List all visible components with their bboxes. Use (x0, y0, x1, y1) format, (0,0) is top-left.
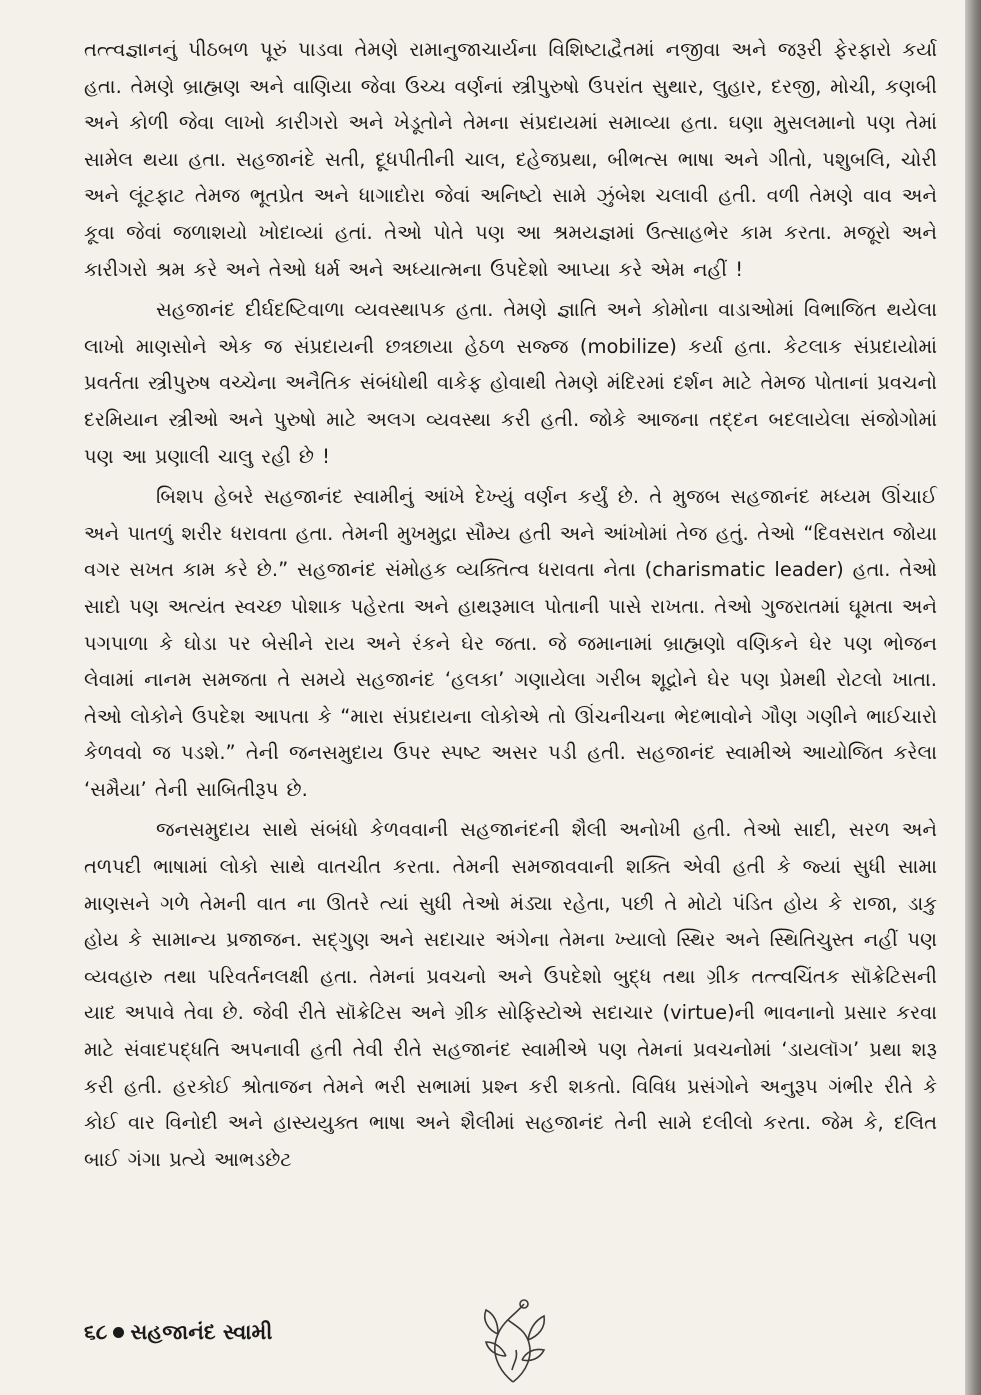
running-title: સહજાનંદ સ્વામી (130, 1320, 273, 1344)
paragraph: બિશપ હેબરે સહજાનંદ સ્વામીનું આંખે દેખ્યું વર્ણન કર્યું છે. તે મુજબ સહજાનંદ મધ્યમ ઊંચાઈ અને પાતળું શરીર ધરાવતા હતા. તેમની મુખમુદ્રા સૌમ્ય હતી અને આંખોમાં તેજ હતું. તેઓ “દિવસરાત જોયા વગર સખત કામ કરે છે.” સહજાનંદ સંમોહક વ્યક્તિત્વ ધરાવતા નેતા (charismatic leader) હતા. તેઓ સાદો પણ અત્યંત સ્વચ્છ પોશાક પહેરતા અને હાથરૂમાલ પોતાની પાસે રાખતા. તેઓ ગુજરાતમાં ઘૂમતા અને પગપાળા કે ઘોડા પર બેસીને રાય અને રંકને ઘેર જતા. જે જમાનામાં બ્રાહ્મણો વણિકને ઘેર પણ ભોજન લેવામાં નાનમ સમજતા તે સમયે સહજાનંદ ‘હલકા’ ગણાયેલા ગરીબ શૂદ્રોને ઘેર પણ પ્રેમથી રોટલો ખાતા. તેઓ લોકોને ઉપદેશ આપતા કે “મારા સંપ્રદાયના લોકોએ તો ઊંચનીચના ભેદભાવોને ગૌણ ગણીને ભાઈચારો કેળવવો જ પડશે.” તેની જનસમુદાય ઉપર સ્પષ્ટ અસર પડી હતી. સહજાનંદ સ્વામીએ આયોજિત કરેલા ‘સમૈયા’ તેની સાબિતીરૂપ છે. (84, 485, 937, 801)
paragraph: જનસમુદાય સાથે સંબંધો કેળવવાની સહજાનંદની શૈલી અનોખી હતી. તેઓ સાદી, સરળ અને તળપદી ભાષામાં લોકો સાથે વાતચીત કરતા. તેમની સમજાવવાની શક્તિ એવી હતી કે જ્યાં સુધી સામા માણસને ગળે તેમની વાત ના ઊતરે ત્યાં સુધી તેઓ મંડ્યા રહેતા, પછી તે મોટો પંડિત હોય કે રાજા, ડાકુ હોય કે સામાન્ય પ્રજાજન. સદ્ગુણ અને સદાચાર અંગેના તેમના ખ્યાલો સ્થિર અને સ્થિતિચુસ્ત નહીં પણ વ્યવહારુ તથા પરિવર્તનલક્ષી હતા. તેમનાં પ્રવચનો અને ઉપદેશો બુદ્ધ તથા ગ્રીક તત્ત્વચિંતક સૉક્રેટિસની યાદ અપાવે તેવા છે. જેવી રીતે સૉક્રેટિસ અને ગ્રીક સોફિસ્ટોએ સદાચાર (virtue)ની ભાવનાનો પ્રસાર કરવા માટે સંવાદપદ્ધતિ અપનાવી હતી તેવી રીતે સહજાનંદ સ્વામીએ પણ તેમનાં પ્રવચનોમાં ‘ડાયલૉગ’ પ્રથા શરૂ કરી હતી. હરકોઈ શ્રોતાજન તેમને ભરી સભામાં પ્રશ્ન કરી શકતો. વિવિધ પ્રસંગોને અનુરૂપ ગંભીર રીતે કે કોઈ વાર વિનોદી અને હાસ્યયુક્ત ભાષા અને શૈલીમાં સહજાનંદ તેની સામે દલીલો કરતા. જેમ કે, દલિત બાઈ ગંગા પ્રત્યે આભડછેટ (84, 818, 937, 1171)
page-number: ૬૮ (84, 1320, 108, 1344)
paragraph: તત્ત્વજ્ઞાનનું પીઠબળ પૂરું પાડવા તેમણે રામાનુજાચાર્યના વિશિષ્ટાદ્વૈતમાં નજીવા અને જરૂરી ફેરફારો કર્યા હતા. તેમણે બ્રાહ્મણ અને વાણિયા જેવા ઉચ્ચ વર્ણનાં સ્ત્રીપુરુષો ઉપરાંત સુથાર, લુહાર, દરજી, મોચી, કણબી અને કોળી જેવા લાખો કારીગરો અને ખેડૂતોને તેમના સંપ્રદાયમાં સમાવ્યા હતા. ઘણા મુસલમાનો પણ તેમાં સામેલ થયા હતા. સહજાનંદે સતી, દૂધપીતીની ચાલ, દહેજપ્રથા, બીભત્સ ભાષા અને ગીતો, પશુબલિ, ચોરી અને લૂંટફાટ તેમજ ભૂતપ્રેત અને ધાગાદોરા જેવાં અનિષ્ટો સામે ઝુંબેશ ચલાવી હતી. વળી તેમણે વાવ અને કૂવા જેવાં જળાશયો ખોદાવ્યાં હતાં. તેઓ પોતે પણ આ શ્રમયજ્ઞમાં ઉત્સાહભેર કામ કરતા. મજૂરો અને કારીગરો શ્રમ કરે અને તેઓ ધર્મ અને અધ્યાત્મના ઉપદેશો આપ્યા કરે એમ નહીં ! (84, 38, 937, 281)
scan-edge-shadow (965, 0, 981, 1395)
floral-ornament-icon (468, 1290, 558, 1390)
bullet-icon (113, 1327, 124, 1338)
page-footer (84, 1320, 272, 1345)
page-body (84, 32, 937, 1178)
paragraph: સહજાનંદ દીર્ઘદષ્ટિવાળા વ્યવસ્થાપક હતા. તેમણે જ્ઞાતિ અને કોમોના વાડાઓમાં વિભાજિત થયેલા લાખો માણસોને એક જ સંપ્રદાયની છત્રછાયા હેઠળ સજ્જ (mobilize) કર્યા હતા. કેટલાક સંપ્રદાયોમાં પ્રવર્તતા સ્ત્રીપુરુષ વચ્ચેના અનૈતિક સંબંધોથી વાકેફ હોવાથી તેમણે મંદિરમાં દર્શન માટે તેમજ પોતાનાં પ્રવચનો દરમિયાન સ્ત્રીઓ અને પુરુષો માટે અલગ વ્યવસ્થા કરી હતી. જોકે આજના તદ્દન બદલાયેલા સંજોગોમાં પણ આ પ્રણાલી ચાલુ રહી છે ! (84, 298, 937, 468)
